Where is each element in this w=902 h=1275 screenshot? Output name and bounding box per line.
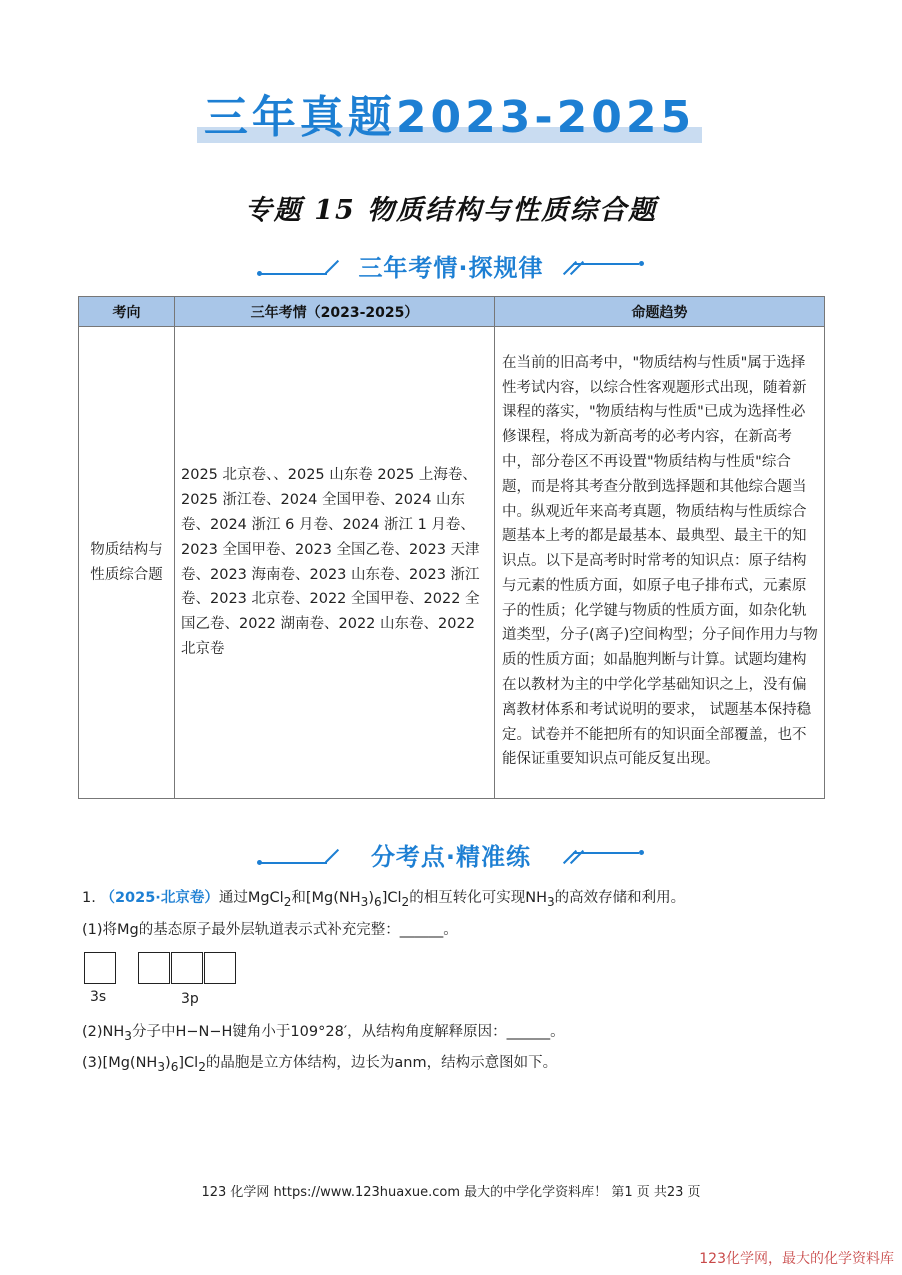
stem-text: 的晶胞是立方体结构，边长为anm，结构示意图如下。: [205, 1055, 558, 1071]
section-title: 三年考情·探规律: [358, 254, 544, 282]
stem-text: ): [165, 1055, 171, 1071]
stem-text: 和[Mg(NH: [291, 890, 361, 906]
stem-text: 通过MgCl: [218, 890, 284, 906]
header-exams: 三年考情（2023-2025）: [175, 297, 495, 327]
orbital-box-3p: [204, 952, 236, 984]
subscript: 3: [360, 894, 369, 909]
subscript: 6: [374, 894, 382, 909]
subscript: 3: [546, 894, 555, 909]
section-heading-trends: [255, 251, 647, 287]
decor-line-left: [261, 862, 327, 864]
section-title: 分考点·精准练: [370, 843, 532, 871]
orbital-box-3s: [84, 952, 116, 984]
table-row: [79, 327, 825, 799]
stem-text: ]Cl: [178, 1055, 199, 1071]
section-heading-practice: [255, 840, 647, 876]
header-direction: 考向: [79, 297, 175, 327]
decor-line-left: [261, 273, 327, 275]
exam-trend-table: [78, 296, 825, 799]
subscript: 3: [124, 1028, 132, 1043]
subscript: 2: [401, 894, 410, 909]
question-stem: [82, 887, 685, 913]
stem-text: (3)[Mg(NH: [82, 1055, 158, 1071]
orbital-label-3p: 3p: [181, 991, 199, 1007]
table-header-row: [79, 297, 825, 327]
stem-text: ]Cl: [381, 890, 402, 906]
decor-line-right: [573, 852, 639, 854]
decor-dot: [639, 850, 644, 855]
question-number: 1.: [82, 890, 96, 906]
question-part-2: [82, 1021, 565, 1047]
stem-text: 分子中H−N−H键角小于109°28′，从结构角度解释原因：______。: [131, 1024, 565, 1040]
orbital-box-3p: [138, 952, 170, 984]
question-part-3: [82, 1052, 557, 1078]
orbital-box-3p: [171, 952, 203, 984]
orbital-label-3s: 3s: [90, 989, 107, 1005]
decor-line-right: [573, 263, 639, 265]
subscript: 6: [170, 1059, 179, 1074]
question-source: （2025·北京卷）: [100, 890, 219, 906]
header-trend: 命题趋势: [495, 297, 825, 327]
cell-exams: 2025 北京卷、、2025 山东卷 2025 上海卷、2025 浙江卷、2024 全国甲卷、2024 山东卷、2024 浙江 6 月卷、2024 浙江 1 月卷、2023 全国甲卷、2023 全国乙卷、2023 天津卷、2023 海南卷、2023 山东卷、2023 浙江卷、2023 北京卷、2022 全国甲卷、2022 全国乙卷、2022 湖南卷、2022 山东卷、2022 北京卷: [175, 327, 495, 799]
cell-direction: 物质结构与性质综合题: [79, 327, 175, 799]
banner-title: 三年真题2023-2025: [203, 92, 696, 143]
subscript: 2: [198, 1059, 206, 1074]
subscript: 3: [157, 1059, 166, 1074]
topic-title: 专题 15 物质结构与性质综合题: [244, 195, 658, 226]
cell-trend: 在当前的旧高考中，"物质结构与性质"属于选择性考试内容，以综合性客观题形式出现，随着新课程的落实，"物质结构与性质"已成为选择性必修课程，将成为新高考的必考内容，在新高考中，部分卷区不再设置"物质结构与性质"综合题，而是将其考查分散到选择题和其他综合题当中。纵观近年来高考真题，物质结构与性质综合题基本上考的都是最基本、最典型、最主干的知识点。以下是高考时时常考的知识点：原子结构与元素的性质方面，如原子电子排布式，元素原子的性质；化学键与物质的性质方面，如杂化轨道类型，分子(离子)空间构型；分子间作用力与物质的性质方面；如晶胞判断与计算。试题均建构在以教材为主的中学化学基础知识之上，没有偏离教材体系和考试说明的要求， 试题基本保持稳定。试卷并不能把所有的知识面全部覆盖，也不能保证重要知识点可能反复出现。: [495, 327, 825, 799]
stem-text: 的高效存储和利用。: [554, 890, 686, 906]
decor-dot: [639, 261, 644, 266]
page-footer: 123 化学网 https://www.123huaxue.com 最大的中学化学资料库！ 第1 页 共23 页: [201, 1185, 701, 1200]
stem-text: 的相互转化可实现NH: [409, 890, 547, 906]
watermark: 123化学网，最大的化学资料库: [699, 1251, 894, 1267]
subscript: 2: [283, 894, 292, 909]
stem-text: (2)NH: [82, 1024, 125, 1040]
stem-text: ): [368, 890, 375, 906]
question-part-1: (1)将Mg的基态原子最外层轨道表示式补充完整：______。: [82, 922, 458, 938]
